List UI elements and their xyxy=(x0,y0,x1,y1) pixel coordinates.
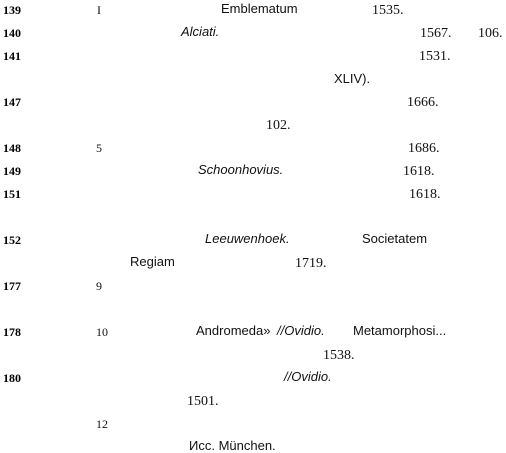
page-number: 152 xyxy=(3,233,21,247)
text-fragment: Regiam xyxy=(130,254,175,269)
text-fragment: Schoonhovius. xyxy=(198,162,284,177)
text-fragment: Societatem xyxy=(362,231,428,246)
footnote-number: 10 xyxy=(96,325,108,339)
text-fragment: //Ovidio. xyxy=(277,323,325,338)
year-fragment: 1719. xyxy=(295,256,327,271)
year-fragment: 1686. xyxy=(408,141,440,156)
page-ref: 102. xyxy=(266,118,291,133)
footnote-number: 9 xyxy=(96,279,102,293)
year-fragment: 1567. xyxy=(420,26,452,41)
year-fragment: 1666. xyxy=(407,95,439,110)
text-fragment: Andromeda» xyxy=(196,323,271,338)
page-number: 178 xyxy=(3,325,21,339)
page-number: 177 xyxy=(3,279,21,293)
page-ref: 106. xyxy=(478,26,503,41)
page-number: 139 xyxy=(3,3,21,17)
text-fragment: Alciati. xyxy=(181,24,220,39)
page-number: 140 xyxy=(3,26,21,40)
footnote-number: 5 xyxy=(96,141,102,155)
year-fragment: 1538. xyxy=(323,348,355,363)
footnote-number: I xyxy=(97,3,101,17)
page-number: 148 xyxy=(3,141,21,155)
text-fragment: Leeuwenhoek. xyxy=(205,231,290,246)
text-fragment: XLIV). xyxy=(334,71,371,86)
year-fragment: 1618. xyxy=(409,187,441,202)
year-fragment: 1501. xyxy=(187,394,219,409)
text-fragment: Emblematum xyxy=(221,1,298,16)
text-fragment: //Ovidio. xyxy=(284,369,332,384)
page-number: 180 xyxy=(3,371,21,385)
page-number: 141 xyxy=(3,49,21,63)
text-fragment: Metamorphosi... xyxy=(353,323,447,338)
page-number: 151 xyxy=(3,187,21,201)
page-number: 149 xyxy=(3,164,21,178)
page-number: 147 xyxy=(3,95,21,109)
year-fragment: 1618. xyxy=(403,164,435,179)
text-fragment: Исс. München. xyxy=(189,438,276,453)
year-fragment: 1535. xyxy=(372,3,404,18)
footnote-number: 12 xyxy=(96,417,108,431)
year-fragment: 1531. xyxy=(419,49,451,64)
